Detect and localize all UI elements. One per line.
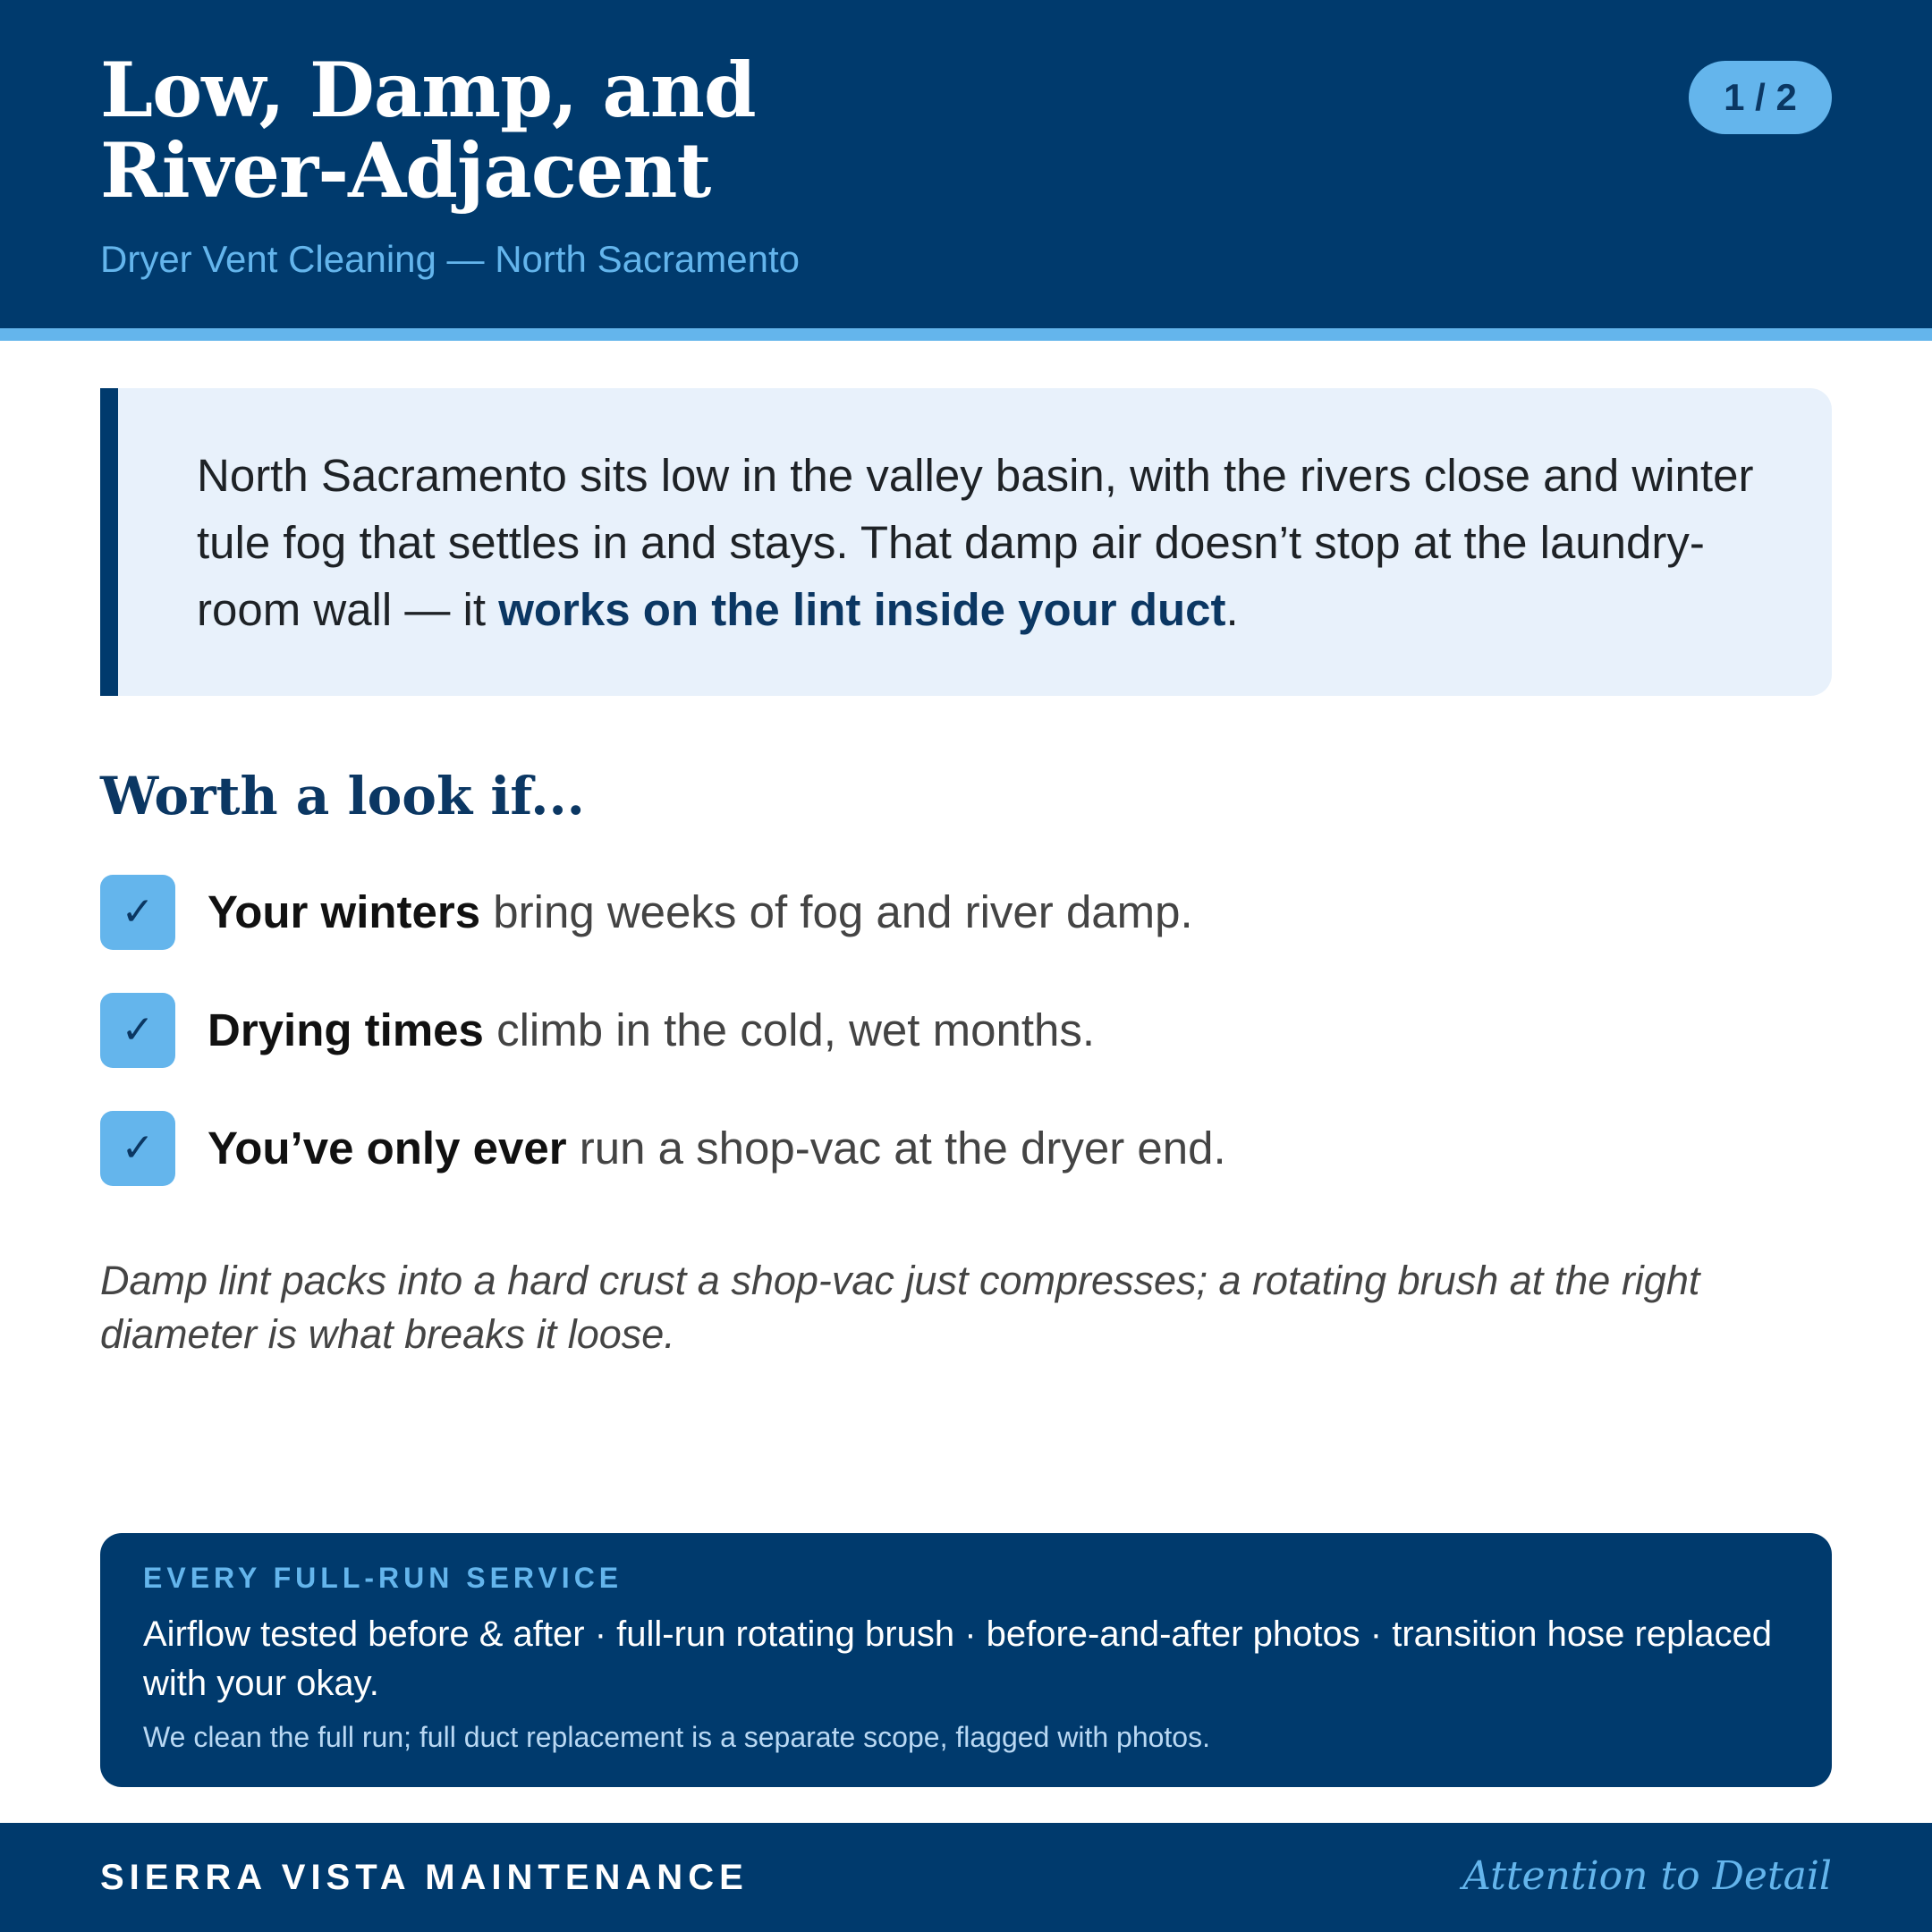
italic-note: Damp lint packs into a hard crust a shop-vac just compresses; a rotating brush at the right diameter is what breaks it loose. <box>100 1258 1700 1357</box>
checklist-item-text <box>208 875 1193 950</box>
checklist-item-rest: run a shop-vac at the dryer end. <box>566 1123 1226 1174</box>
header-banner <box>0 0 1932 328</box>
intro-text: North Sacramento sits low in the valley basin, with the rivers close and winter tule fog that settles in and stays. That damp air doesn’t stop at the laundry-room wall — it <box>197 450 1754 635</box>
checklist-item-rest: bring weeks of fog and river damp. <box>480 886 1193 937</box>
footer-bar <box>0 1823 1932 1932</box>
checklist-heading: Worth a look if... <box>100 766 585 826</box>
brand-name: SIERRA VISTA MAINTENANCE <box>100 1858 749 1897</box>
checklist-item-lead: You’ve only ever <box>208 1123 567 1174</box>
checklist-item <box>100 1111 1800 1186</box>
page-indicator-badge: 1 / 2 <box>1689 61 1832 134</box>
header-accent-stripe <box>0 328 1932 341</box>
page-title-line-1: Low, Damp, and <box>100 46 756 134</box>
page-subtitle: Dryer Vent Cleaning — North Sacramento <box>100 238 801 280</box>
intro-emphasis: works on the lint inside your duct <box>498 584 1226 635</box>
intro-paragraph <box>197 442 1789 643</box>
checklist-item-lead: Drying times <box>208 1004 484 1055</box>
checkmark-icon: ✓ <box>100 875 175 950</box>
service-description: Airflow tested before & after · full-run rotating brush · before-and-after photos · transition hose replaced with your okay. <box>143 1614 1772 1703</box>
service-kicker: EVERY FULL-RUN SERVICE <box>143 1562 623 1594</box>
checklist-item <box>100 875 1800 950</box>
service-info-panel <box>100 1533 1832 1787</box>
checklist-item-rest: climb in the cold, wet months. <box>483 1004 1096 1055</box>
service-fine-print: We clean the full run; full duct replacement is a separate scope, flagged with photos. <box>143 1721 1210 1753</box>
intro-end: . <box>1225 584 1239 635</box>
checklist-item <box>100 993 1800 1068</box>
page-title <box>100 46 756 215</box>
checklist-item-text <box>208 993 1095 1068</box>
checkmark-icon: ✓ <box>100 1111 175 1186</box>
page-title-line-2: River-Adjacent <box>100 126 711 215</box>
checkmark-icon: ✓ <box>100 993 175 1068</box>
checklist-item-lead: Your winters <box>208 886 481 937</box>
intro-callout <box>100 388 1832 696</box>
checklist-item-text <box>208 1111 1226 1186</box>
brand-tagline: Attention to Detail <box>1462 1853 1832 1899</box>
